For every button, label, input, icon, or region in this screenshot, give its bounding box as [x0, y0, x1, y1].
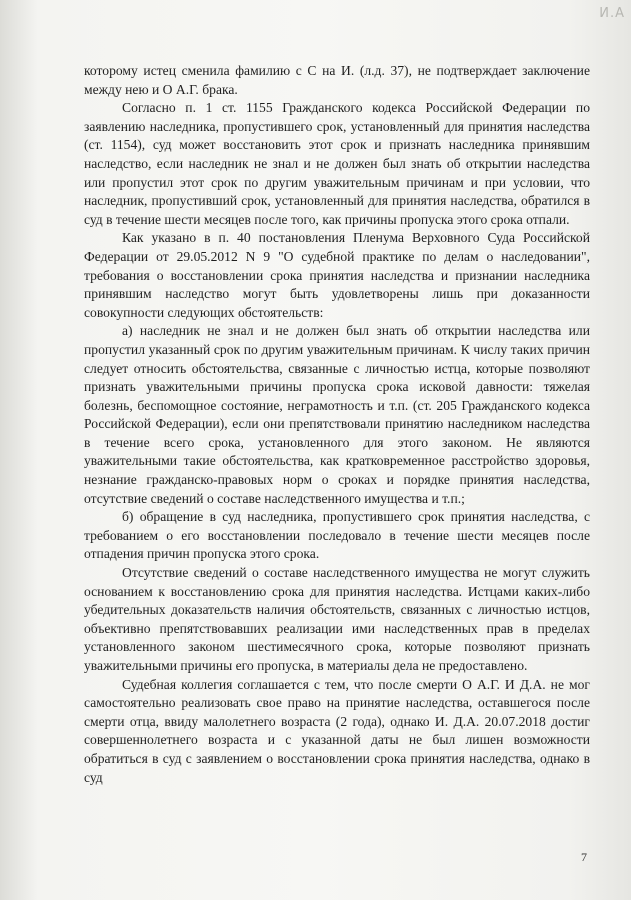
paragraph-article-1155: Согласно п. 1 ст. 1155 Гражданского кодекса Российской Федерации по заявлению наследника, пропустившего срок, установленный для принятия наследства (ст. 1154), суд может восстановить этот срок и признать наследника принявшим наследство, если наследник не знал и не должен был знать об открытии наследства или пропустил этот срок по другим уважительным причинам и при условии, что наследник, пропустивший срок, установленный для принятия наследства, обратился в суд в течение шести месяцев после того, как причины пропуска этого срока отпали.	[84, 100, 590, 227]
corner-handwritten-mark: И.А	[599, 6, 625, 21]
document-body	[84, 62, 590, 787]
paragraph-item-b: б) обращение в суд наследника, пропустившего срок принятия наследства, с требованием о его восстановлении последовало в течение шести месяцев после отпадения причин пропуска этого срока.	[84, 509, 590, 562]
page-number: 7	[581, 850, 587, 864]
paragraph-no-evidence: Отсутствие сведений о составе наследственного имущества не могут служить основанием к восстановлению срока для принятия наследства. Истцами каких-либо убедительных доказательств наличия обстоятельств, связанных с личностью истцов, объективно препятствовавших реализации ими наследственных прав в пределах установленного законом шестимесячного срока, которые позволяют признать уважительными причины его пропуска, в материалы дела не предоставлено.	[84, 565, 590, 673]
paragraph-continuation: которому истец сменила фамилию с С на И. (л.д. 37), не подтверждает заключение между нею и О А.Г. брака.	[84, 63, 590, 97]
paragraph-plenum-resolution: Как указано в п. 40 постановления Пленума Верховного Суда Российской Федерации от 29.05.2012 N 9 "О судебной практике по делам о наследовании", требования о восстановлении срока принятия наследства и признании наследника принявшим наследство могут быть удовлетворены лишь при доказанности совокупности следующих обстоятельств:	[84, 230, 590, 320]
paragraph-item-a: а) наследник не знал и не должен был знать об открытии наследства или пропустил указанный срок по другим уважительным причинам. К числу таких причин следует относить обстоятельства, связанные с личностью истца, которые позволяют признать уважительными причины пропуска срока исковой давности: тяжелая болезнь, беспомощное состояние, неграмотность и т.п. (ст. 205 Гражданского кодекса Российской Федерации), если они препятствовали принятию наследником наследства в течение всего срока, установленного для этого законом. Не являются уважительными такие обстоятельства, как кратковременное расстройство здоровья, незнание гражданско-правовых норм о сроках и порядке принятия наследства, отсутствие сведений о составе наследственного имущества и т.п.;	[84, 323, 590, 506]
paragraph-court-agrees: Судебная коллегия соглашается с тем, что после смерти О А.Г. И Д.А. не мог самостоятельно реализовать свое право на принятие наследства, оставшегося после смерти отца, ввиду малолетнего возраста (2 года), однако И. Д.А. 20.07.2018 достиг совершеннолетнего возраста и с указанной даты не был лишен возможности обратиться в суд с заявлением о восстановлении срока принятия наследства, однако в суд	[84, 676, 590, 785]
